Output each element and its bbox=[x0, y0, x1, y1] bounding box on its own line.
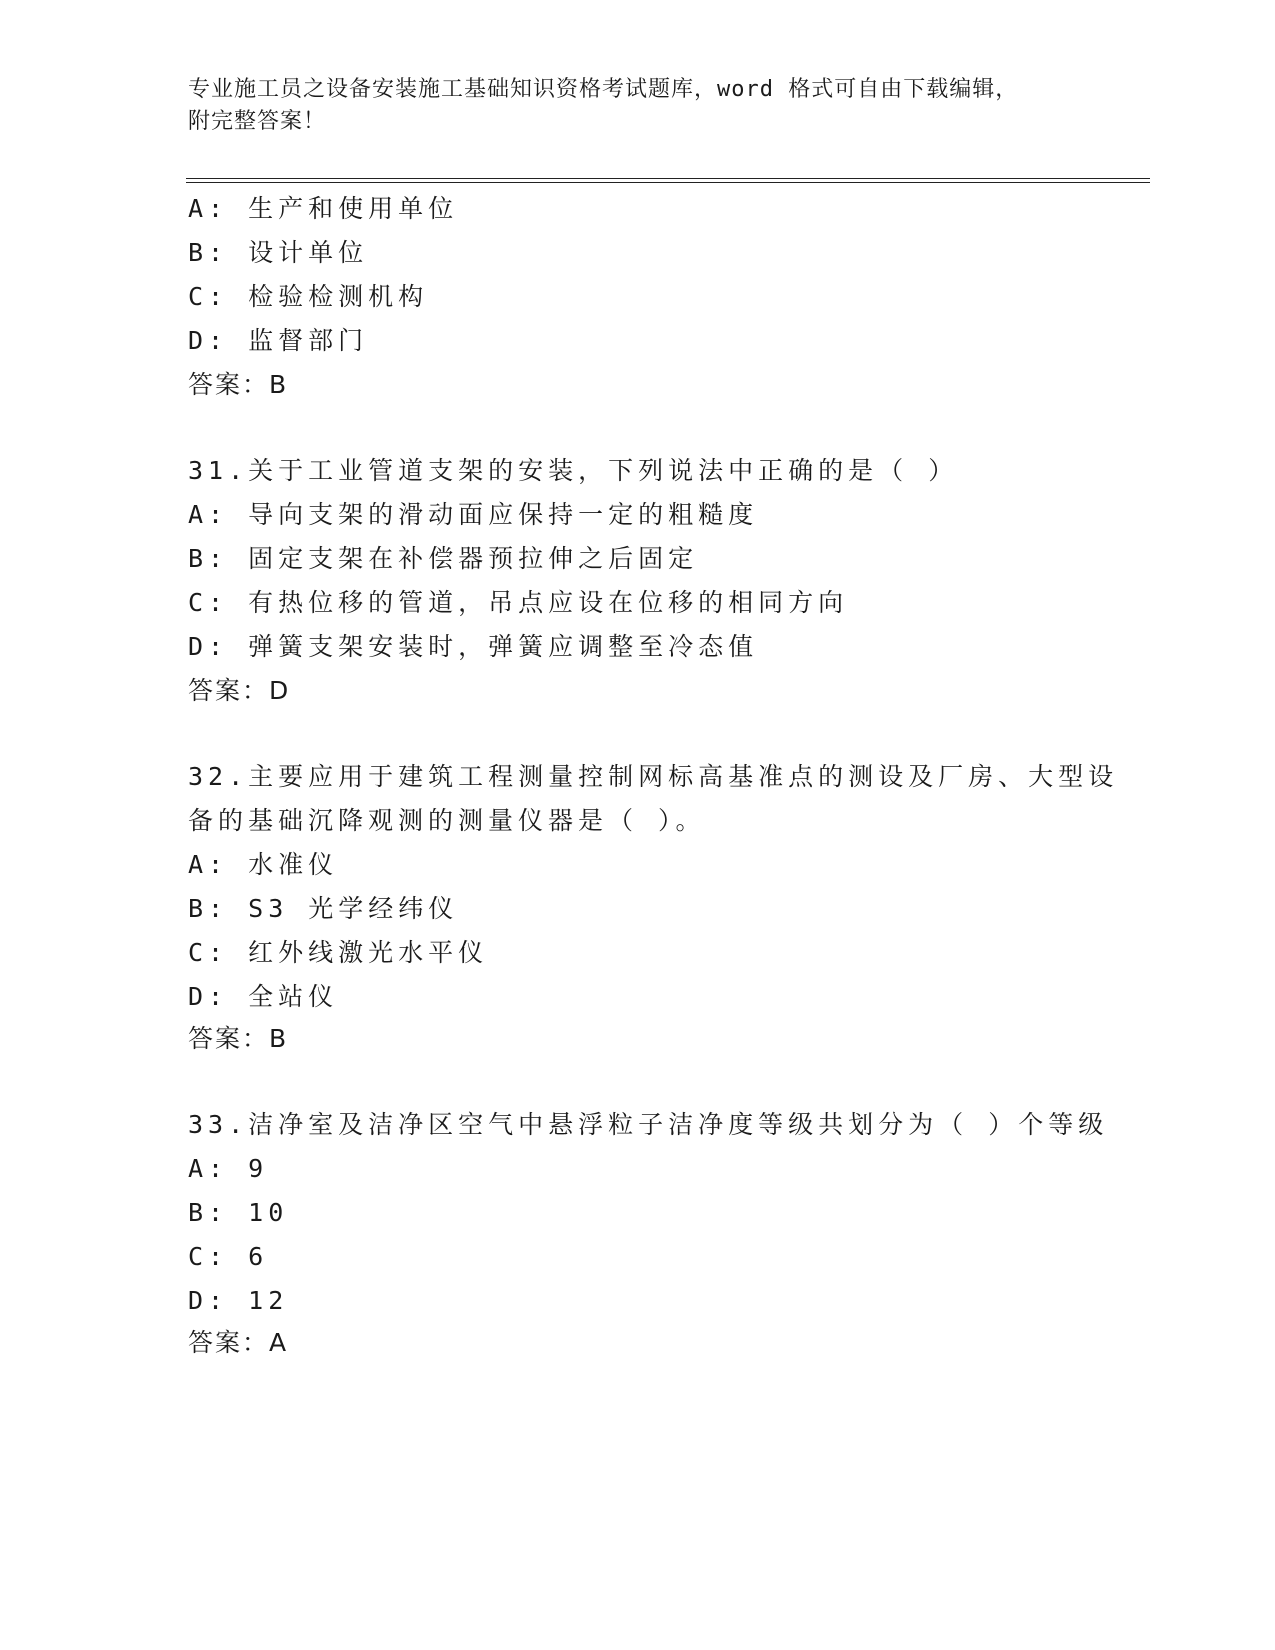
q33-answer: 答案：A bbox=[188, 1328, 289, 1357]
q31-option-b: B: 固定支架在补偿器预拉伸之后固定 bbox=[188, 544, 699, 573]
document-header bbox=[188, 74, 1088, 138]
q30-option-b: B: 设计单位 bbox=[188, 238, 369, 267]
q33-option-b: B: 10 bbox=[188, 1198, 289, 1227]
q31-question: 31.关于工业管道支架的安装，下列说法中正确的是（ ） bbox=[188, 456, 959, 485]
q32-option-a: A: 水准仪 bbox=[188, 850, 339, 879]
q33-question: 33.洁净室及洁净区空气中悬浮粒子洁净度等级共划分为（ ）个等级 bbox=[188, 1110, 1109, 1139]
header-line-2: 附完整答案！ bbox=[188, 109, 327, 134]
header-divider-top bbox=[186, 178, 1150, 179]
q30-option-c: C: 检验检测机构 bbox=[188, 282, 429, 311]
q31-option-c: C: 有热位移的管道，吊点应设在位移的相同方向 bbox=[188, 588, 849, 617]
header-line-1: 专业施工员之设备安装施工基础知识资格考试题库，word 格式可自由下载编辑， bbox=[188, 77, 1019, 102]
q32-question-line-1: 32.主要应用于建筑工程测量控制网标高基准点的测设及厂房、大型设 bbox=[188, 762, 1119, 791]
q33-option-a: A: 9 bbox=[188, 1154, 269, 1183]
q31-answer: 答案：D bbox=[188, 676, 291, 705]
q31-option-a: A: 导向支架的滑动面应保持一定的粗糙度 bbox=[188, 500, 759, 529]
q32-question-line-2: 备的基础沉降观测的测量仪器是（ ）。 bbox=[188, 806, 706, 835]
q30-answer: 答案：B bbox=[188, 370, 289, 399]
q33-option-c: C: 6 bbox=[188, 1242, 269, 1271]
q33-option-d: D: 12 bbox=[188, 1286, 289, 1315]
q32-option-c: C: 红外线激光水平仪 bbox=[188, 938, 489, 967]
q31-option-d: D: 弹簧支架安装时，弹簧应调整至冷态值 bbox=[188, 632, 759, 661]
q30-option-a: A: 生产和使用单位 bbox=[188, 194, 459, 223]
q32-option-b: B: S3 光学经纬仪 bbox=[188, 894, 459, 923]
q30-option-d: D: 监督部门 bbox=[188, 326, 369, 355]
q32-option-d: D: 全站仪 bbox=[188, 982, 339, 1011]
q32-answer: 答案：B bbox=[188, 1024, 289, 1053]
header-divider-bottom bbox=[186, 182, 1150, 183]
